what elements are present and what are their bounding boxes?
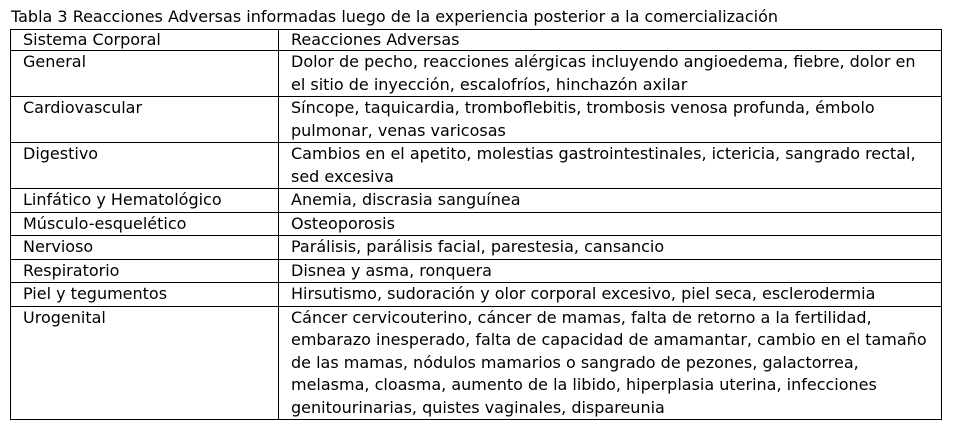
- reactions-cell: Dolor de pecho, reacciones alérgicas incluyendo angioedema, fiebre, dolor en el sitio de inyección, escalofríos, hinchazón axilar: [279, 51, 942, 97]
- table-row: [11, 97, 942, 143]
- reactions-cell: Cáncer cervicouterino, cáncer de mamas, falta de retorno a la fertilidad, embarazo inesperado, falta de capacidad de amamantar, cambio en el tamaño de las mamas, nódulos mamarios o sangrado de pezones, galactorrea, melasma, cloasma, aumento de la libido, hiperplasia uterina, infecciones genitourinarias, quistes vaginales, dispareunia: [279, 306, 942, 420]
- system-cell: Cardiovascular: [11, 97, 279, 143]
- system-cell: Piel y tegumentos: [11, 283, 279, 307]
- reactions-cell: Parálisis, parálisis facial, parestesia, cansancio: [279, 236, 942, 260]
- system-cell: Nervioso: [11, 236, 279, 260]
- reactions-cell: Disnea y asma, ronquera: [279, 259, 942, 283]
- adverse-reactions-table: [10, 29, 942, 420]
- system-cell: Urogenital: [11, 306, 279, 420]
- table-row: [11, 51, 942, 97]
- table-header-row: [11, 30, 942, 51]
- table-row: [11, 189, 942, 213]
- reactions-cell: Hirsutismo, sudoración y olor corporal excesivo, piel seca, esclerodermia: [279, 283, 942, 307]
- table-row: [11, 212, 942, 236]
- table-row: [11, 236, 942, 260]
- reactions-cell: Osteoporosis: [279, 212, 942, 236]
- system-cell: Digestivo: [11, 143, 279, 189]
- table-row: [11, 283, 942, 307]
- table-row: [11, 259, 942, 283]
- column-header-system: Sistema Corporal: [11, 30, 279, 51]
- reactions-cell: Cambios en el apetito, molestias gastrointestinales, ictericia, sangrado rectal, sed excesiva: [279, 143, 942, 189]
- reactions-cell: Síncope, taquicardia, tromboflebitis, trombosis venosa profunda, émbolo pulmonar, venas varicosas: [279, 97, 942, 143]
- system-cell: Respiratorio: [11, 259, 279, 283]
- system-cell: Músculo-esquelético: [11, 212, 279, 236]
- table-row: [11, 306, 942, 420]
- system-cell: Linfático y Hematológico: [11, 189, 279, 213]
- column-header-reactions: Reacciones Adversas: [279, 30, 942, 51]
- reactions-cell: Anemia, discrasia sanguínea: [279, 189, 942, 213]
- table-row: [11, 143, 942, 189]
- table-caption: Tabla 3 Reacciones Adversas informadas luego de la experiencia posterior a la comercialización: [11, 7, 779, 26]
- system-cell: General: [11, 51, 279, 97]
